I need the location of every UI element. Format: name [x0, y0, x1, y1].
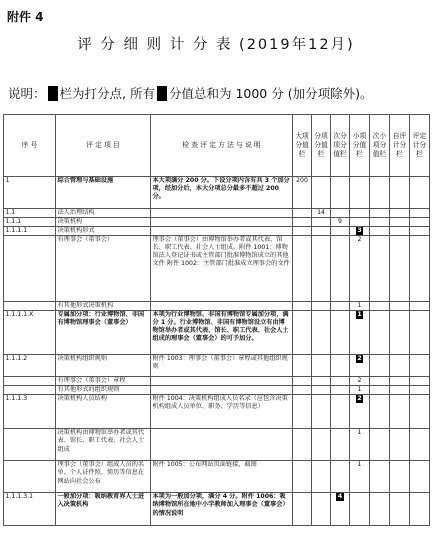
row-seq: 1.1.1.1: [4, 227, 56, 236]
row-seq: 1.1.1.3: [4, 395, 56, 429]
row-seq: 1.1.1.3.1: [4, 493, 56, 526]
row-subsection-score: [331, 302, 350, 311]
row-item: 决策机构: [56, 218, 151, 227]
row-section-score: [312, 429, 331, 461]
row-item-score: 1: [350, 302, 370, 311]
row-method: 本项为一般加分项，满分 4 分。附件 1006：吸纳博物馆所在地中小学教师加入理事会（董事会）的情况说明: [151, 493, 293, 526]
header-subitem-score: 次小项分值栏: [370, 115, 390, 177]
row-self-score: [390, 209, 410, 218]
row-section-score: [312, 395, 331, 429]
row-final-score: [410, 429, 430, 461]
row-major-score: [293, 429, 312, 461]
row-item: 一般加分项：吸纳教育界人士进入决策机构: [56, 493, 151, 526]
black-box-marker: [157, 86, 167, 101]
row-method: 附件 1004：决策机构组成人员名录（应包含决策机构组成人员单位、职务、学历等信息）: [151, 395, 293, 429]
header-subsection-score: 次分项分值栏: [331, 115, 350, 177]
row-self-score: [390, 386, 410, 395]
table-row: [4, 311, 430, 355]
row-section-score: [312, 311, 331, 355]
row-subitem-score: [370, 461, 390, 493]
row-seq: [4, 236, 56, 302]
row-item: 有理事会（董事会）章程: [56, 377, 151, 386]
row-item-score: [350, 493, 370, 526]
row-seq: [4, 377, 56, 386]
row-major-score: [293, 386, 312, 395]
row-subitem-score: [370, 429, 390, 461]
row-method: [151, 227, 293, 236]
header-self-score: 自评计分栏: [390, 115, 410, 177]
row-self-score: [390, 218, 410, 227]
table-row: [4, 227, 430, 236]
row-subitem-score: [370, 386, 390, 395]
header-final-score: 评定计分栏: [410, 115, 430, 177]
row-subsection-score: [331, 386, 350, 395]
row-method: 附件 1005：公布网站页面链接、截图: [151, 461, 293, 493]
table-row: [4, 302, 430, 311]
row-subitem-score: [370, 218, 390, 227]
row-item: 综合管理与基础设施: [56, 177, 151, 209]
row-subsection-score: [331, 177, 350, 209]
header-item: 评 定 项 目: [56, 115, 151, 177]
row-seq: [4, 302, 56, 311]
scoring-point-badge: 4: [337, 493, 343, 501]
row-method: 本项为行业博物馆、非国有博物馆专属加分项，满分 1 分。行业博物馆、非国有博物馆设立有由博物馆举办者或其代表、馆长、职工代表、社会人士组成的理事会（董事会）的可予加分。: [151, 311, 293, 355]
row-method: [151, 302, 293, 311]
row-major-score: [293, 302, 312, 311]
row-major-score: [293, 209, 312, 218]
row-major-score: [293, 395, 312, 429]
row-section-score: [312, 218, 331, 227]
row-method: 本大项满分 200 分。下设分项内含有共 3 个加分项，经加分后，本大分项总分最多不超过 200 分。: [151, 177, 293, 209]
row-subsection-score: 9: [331, 218, 350, 227]
row-seq: 1.1.1.2: [4, 355, 56, 377]
row-major-score: [293, 493, 312, 526]
header-item-score: 小项分值栏: [350, 115, 370, 177]
row-subitem-score: [370, 302, 390, 311]
table-row: [4, 395, 430, 429]
row-item-score: 1: [350, 386, 370, 395]
row-method: 理事会（董事会）由博物馆举办者或其代表、馆长、职工代表、社会人士组成。附件 1001：博物馆法人登记证书或主管部门批准博物馆成立的其他文件 附件 1002：主管部门批准成立理事会的文件: [151, 236, 293, 302]
table-header-row: [4, 115, 430, 177]
row-self-score: [390, 302, 410, 311]
row-final-score: [410, 236, 430, 302]
instructions-note: [8, 84, 428, 102]
row-major-score: [293, 236, 312, 302]
row-subsection-score: [331, 209, 350, 218]
row-subitem-score: [370, 209, 390, 218]
row-self-score: [390, 227, 410, 236]
row-subsection-score: [331, 377, 350, 386]
row-final-score: [410, 209, 430, 218]
row-self-score: [390, 377, 410, 386]
row-major-score: [293, 311, 312, 355]
black-box-marker: [48, 86, 58, 101]
table-row: [4, 209, 430, 218]
row-item: 决策机构由博物馆举办者或其代表、馆长、职工代表、社会人士组成: [56, 429, 151, 461]
table-row: [4, 218, 430, 227]
row-item: 理事会（董事会）组成人员的名单、个人证件照、简历等信息在网站向社会公布: [56, 461, 151, 493]
row-method: [151, 218, 293, 227]
scoring-point-badge: 2: [357, 355, 362, 363]
row-subsection-score: [331, 395, 350, 429]
row-self-score: [390, 395, 410, 429]
row-item-score: [350, 355, 370, 377]
row-subsection-score: [331, 311, 350, 355]
table-row: [4, 355, 430, 377]
row-subitem-score: [370, 355, 390, 377]
row-subsection-score: [331, 493, 350, 526]
row-subitem-score: [370, 395, 390, 429]
row-section-score: [312, 177, 331, 209]
row-self-score: [390, 355, 410, 377]
row-subitem-score: [370, 227, 390, 236]
row-final-score: [410, 355, 430, 377]
row-section-score: [312, 377, 331, 386]
row-item: 决策机构形式: [56, 227, 151, 236]
row-item: 有理事会（董事会）: [56, 236, 151, 302]
row-final-score: [410, 218, 430, 227]
table-row: [4, 236, 430, 302]
row-item: 法人治理结构: [56, 209, 151, 218]
table-row: [4, 377, 430, 386]
header-method: 检 查 评 定 方 法 与 说 明: [151, 115, 293, 177]
row-item-score: [350, 209, 370, 218]
note-prefix: 说明：: [8, 86, 46, 101]
row-final-score: [410, 302, 430, 311]
row-major-score: [293, 461, 312, 493]
row-section-score: 14: [312, 209, 331, 218]
table-row: [4, 493, 430, 526]
note-middle: 栏为打分点, 所有: [59, 86, 155, 101]
score-table: [3, 114, 430, 526]
row-item-score: 2: [350, 236, 370, 302]
row-self-score: [390, 177, 410, 209]
row-self-score: [390, 311, 410, 355]
row-final-score: [410, 377, 430, 386]
row-subsection-score: [331, 355, 350, 377]
row-subsection-score: [331, 429, 350, 461]
row-seq: [4, 429, 56, 461]
row-final-score: [410, 227, 430, 236]
row-section-score: [312, 493, 331, 526]
row-item-score: [350, 218, 370, 227]
row-method: [151, 429, 293, 461]
row-method: [151, 209, 293, 218]
row-subitem-score: [370, 236, 390, 302]
row-item-score: [350, 227, 370, 236]
row-subitem-score: [370, 311, 390, 355]
row-section-score: [312, 227, 331, 236]
table-row: [4, 461, 430, 493]
row-seq: 1.1: [4, 209, 56, 218]
row-item: 决策机构组织规则: [56, 355, 151, 377]
note-suffix: 分值总和为 1000 分 (加分项除外)。: [168, 86, 373, 101]
page-title: 评 分 细 则 计 分 表 (2019年12月): [77, 37, 355, 53]
row-final-score: [410, 386, 430, 395]
header-major-score: 大项分值栏: [293, 115, 312, 177]
row-final-score: [410, 461, 430, 493]
row-major-score: 200: [293, 177, 312, 209]
row-item-score: [350, 311, 370, 355]
row-major-score: [293, 227, 312, 236]
row-method: [151, 377, 293, 386]
row-method: [151, 386, 293, 395]
header-seq: 序 号: [4, 115, 56, 177]
row-item-score: [350, 177, 370, 209]
row-item: 有其他形式的组织规则: [56, 386, 151, 395]
row-subsection-score: [331, 236, 350, 302]
row-self-score: [390, 493, 410, 526]
row-major-score: [293, 218, 312, 227]
scoring-point-badge: 3: [357, 227, 362, 235]
row-major-score: [293, 377, 312, 386]
row-section-score: [312, 236, 331, 302]
row-section-score: [312, 461, 331, 493]
row-item-score: [350, 395, 370, 429]
row-item: 专属加分项：行业博物馆、非国有博物馆理事会（董事会）: [56, 311, 151, 355]
row-final-score: [410, 395, 430, 429]
row-subsection-score: [331, 461, 350, 493]
row-item-score: 1: [350, 429, 370, 461]
row-self-score: [390, 236, 410, 302]
row-method: 附件 1003：理事会（董事会）章程或其他组织规则: [151, 355, 293, 377]
row-subitem-score: [370, 177, 390, 209]
row-item-score: 2: [350, 377, 370, 386]
row-subitem-score: [370, 377, 390, 386]
table-row: [4, 429, 430, 461]
row-section-score: [312, 302, 331, 311]
table-row: [4, 386, 430, 395]
header-section-score: 分项分值栏: [312, 115, 331, 177]
table-row: [4, 177, 430, 209]
scoring-point-badge: 1: [357, 311, 362, 319]
row-section-score: [312, 386, 331, 395]
row-final-score: [410, 311, 430, 355]
row-item: 有其他形式决策机构: [56, 302, 151, 311]
row-major-score: [293, 355, 312, 377]
row-subsection-score: [331, 227, 350, 236]
row-item: 决策机构人员结构: [56, 395, 151, 429]
row-self-score: [390, 429, 410, 461]
row-seq: [4, 461, 56, 493]
row-section-score: [312, 355, 331, 377]
attachment-label: 附件 4: [7, 10, 44, 24]
row-seq: 1.1.1.1.X: [4, 311, 56, 355]
scoring-point-badge: 2: [357, 395, 362, 403]
row-self-score: [390, 461, 410, 493]
row-seq: [4, 386, 56, 395]
row-final-score: [410, 177, 430, 209]
row-final-score: [410, 493, 430, 526]
row-seq: 1.1.1: [4, 218, 56, 227]
row-seq: 1: [4, 177, 56, 209]
row-item-score: 1: [350, 461, 370, 493]
row-subitem-score: [370, 493, 390, 526]
